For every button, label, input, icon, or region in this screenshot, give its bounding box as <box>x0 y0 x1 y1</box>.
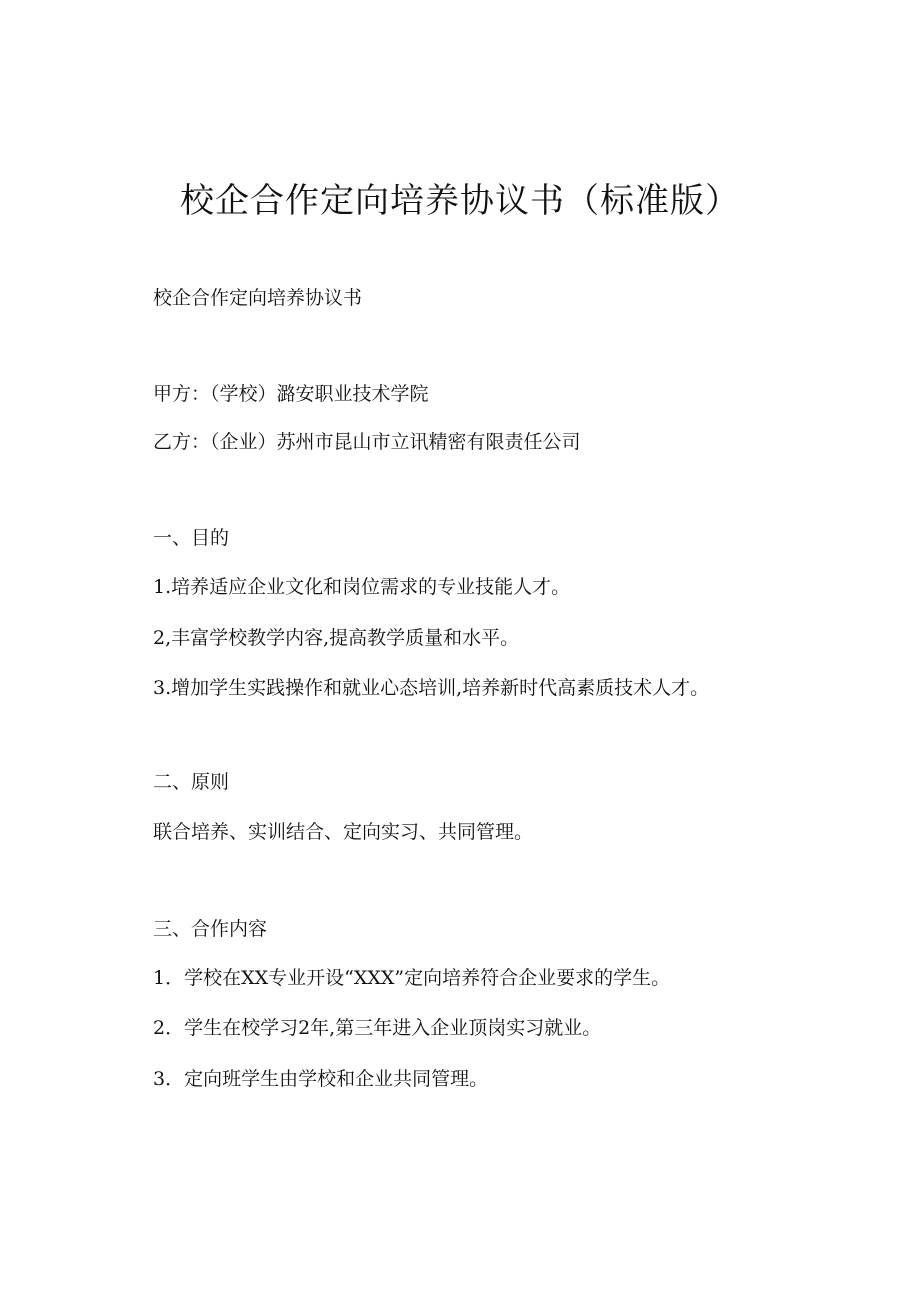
principle-item-1: 联合培养、实训结合、定向实习、共同管理。 <box>153 821 534 843</box>
purpose-item-1: 1.培养适应企业文化和岗位需求的专业技能人才。 <box>153 576 571 598</box>
document-title: 校企合作定向培养协议书（标准版） <box>180 181 740 221</box>
section-heading-principle: 二、原则 <box>153 771 230 793</box>
cooperation-item-2: 2．学生在校学习2年,第三年进入企业顶岗实习就业。 <box>153 1017 602 1039</box>
cooperation-item-1: 1．学校在XX专业开设“XXX”定向培养符合企业要求的学生。 <box>153 967 671 989</box>
purpose-item-2: 2,丰富学校教学内容,提高教学质量和水平。 <box>153 627 520 649</box>
party-a: 甲方：（学校）潞安职业技术学院 <box>153 383 429 405</box>
party-b: 乙方：（企业）苏州市昆山市立讯精密有限责任公司 <box>153 431 581 453</box>
document-subtitle: 校企合作定向培养协议书 <box>153 287 363 309</box>
purpose-item-3: 3.增加学生实践操作和就业心态培训,培养新时代高素质技术人才。 <box>153 677 710 699</box>
cooperation-item-3: 3．定向班学生由学校和企业共同管理。 <box>153 1068 489 1090</box>
section-heading-cooperation: 三、合作内容 <box>153 918 268 940</box>
section-heading-purpose: 一、目的 <box>153 527 230 549</box>
